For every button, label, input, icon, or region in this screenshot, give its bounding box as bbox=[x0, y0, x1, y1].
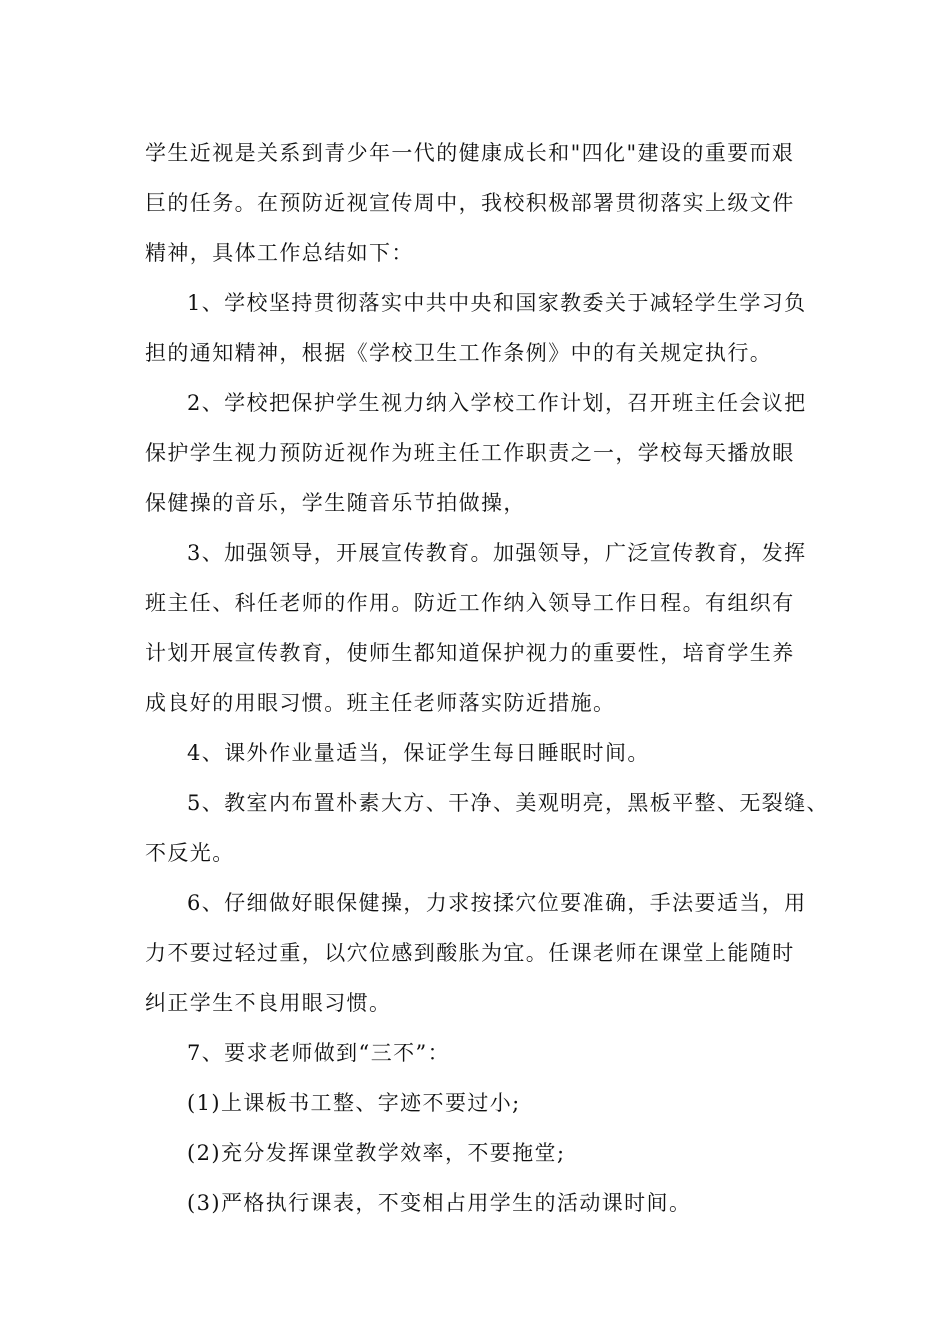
paragraph-line: 学生近视是关系到青少年一代的健康成长和"四化"建设的重要而艰 bbox=[145, 141, 795, 165]
paragraph-line: 5、教室内布置朴素大方、干净、美观明亮，黑板平整、无裂缝、 bbox=[187, 791, 829, 815]
document-body bbox=[145, 128, 835, 1228]
intro-paragraph bbox=[145, 128, 835, 278]
paragraph-line: 保护学生视力预防近视作为班主任工作职责之一，学校每天播放眼 bbox=[145, 441, 795, 465]
item-3-paragraph bbox=[145, 528, 835, 728]
item-4-paragraph bbox=[145, 728, 835, 778]
paragraph-line: 巨的任务。在预防近视宣传周中，我校积极部署贯彻落实上级文件 bbox=[145, 191, 795, 215]
paragraph-line: 纠正学生不良用眼习惯。 bbox=[145, 991, 392, 1015]
sub-item: (1)上课板书工整、字迹不要过小; bbox=[187, 1091, 521, 1115]
paragraph-line: 2、学校把保护学生视力纳入学校工作计划，召开班主任会议把 bbox=[187, 391, 807, 415]
item-7-paragraph bbox=[145, 1028, 835, 1078]
paragraph-line: 6、仔细做好眼保健操，力求按揉穴位要准确，手法要适当，用 bbox=[187, 891, 807, 915]
paragraph-line: 成良好的用眼习惯。班主任老师落实防近措施。 bbox=[145, 691, 616, 715]
item-6-paragraph bbox=[145, 878, 835, 1028]
paragraph-line: 计划开展宣传教育，使师生都知道保护视力的重要性，培育学生养 bbox=[145, 641, 795, 665]
sub-item: (3)严格执行课表，不变相占用学生的活动课时间。 bbox=[187, 1191, 692, 1215]
item-5-paragraph bbox=[145, 778, 835, 878]
sub-item-list bbox=[145, 1078, 835, 1228]
paragraph-line: 班主任、科任老师的作用。防近工作纳入领导工作日程。有组织有 bbox=[145, 591, 795, 615]
paragraph-line: 4、课外作业量适当，保证学生每日睡眠时间。 bbox=[187, 741, 650, 765]
paragraph-line: 不反光。 bbox=[145, 841, 235, 865]
paragraph-line: 精神，具体工作总结如下： bbox=[145, 241, 414, 265]
paragraph-line: 担的通知精神，根据《学校卫生工作条例》中的有关规定执行。 bbox=[145, 341, 773, 365]
paragraph-line: 1、学校坚持贯彻落实中共中央和国家教委关于减轻学生学习负 bbox=[187, 291, 807, 315]
sub-item: (2)充分发挥课堂教学效率，不要拖堂; bbox=[187, 1141, 566, 1165]
paragraph-line: 7、要求老师做到“三不”： bbox=[187, 1041, 451, 1065]
item-1-paragraph bbox=[145, 278, 835, 378]
item-2-paragraph bbox=[145, 378, 835, 528]
paragraph-line: 力不要过轻过重，以穴位感到酸胀为宜。任课老师在课堂上能随时 bbox=[145, 941, 795, 965]
paragraph-line: 3、加强领导，开展宣传教育。加强领导，广泛宣传教育，发挥 bbox=[187, 541, 807, 565]
paragraph-line: 保健操的音乐，学生随音乐节拍做操， bbox=[145, 491, 526, 515]
